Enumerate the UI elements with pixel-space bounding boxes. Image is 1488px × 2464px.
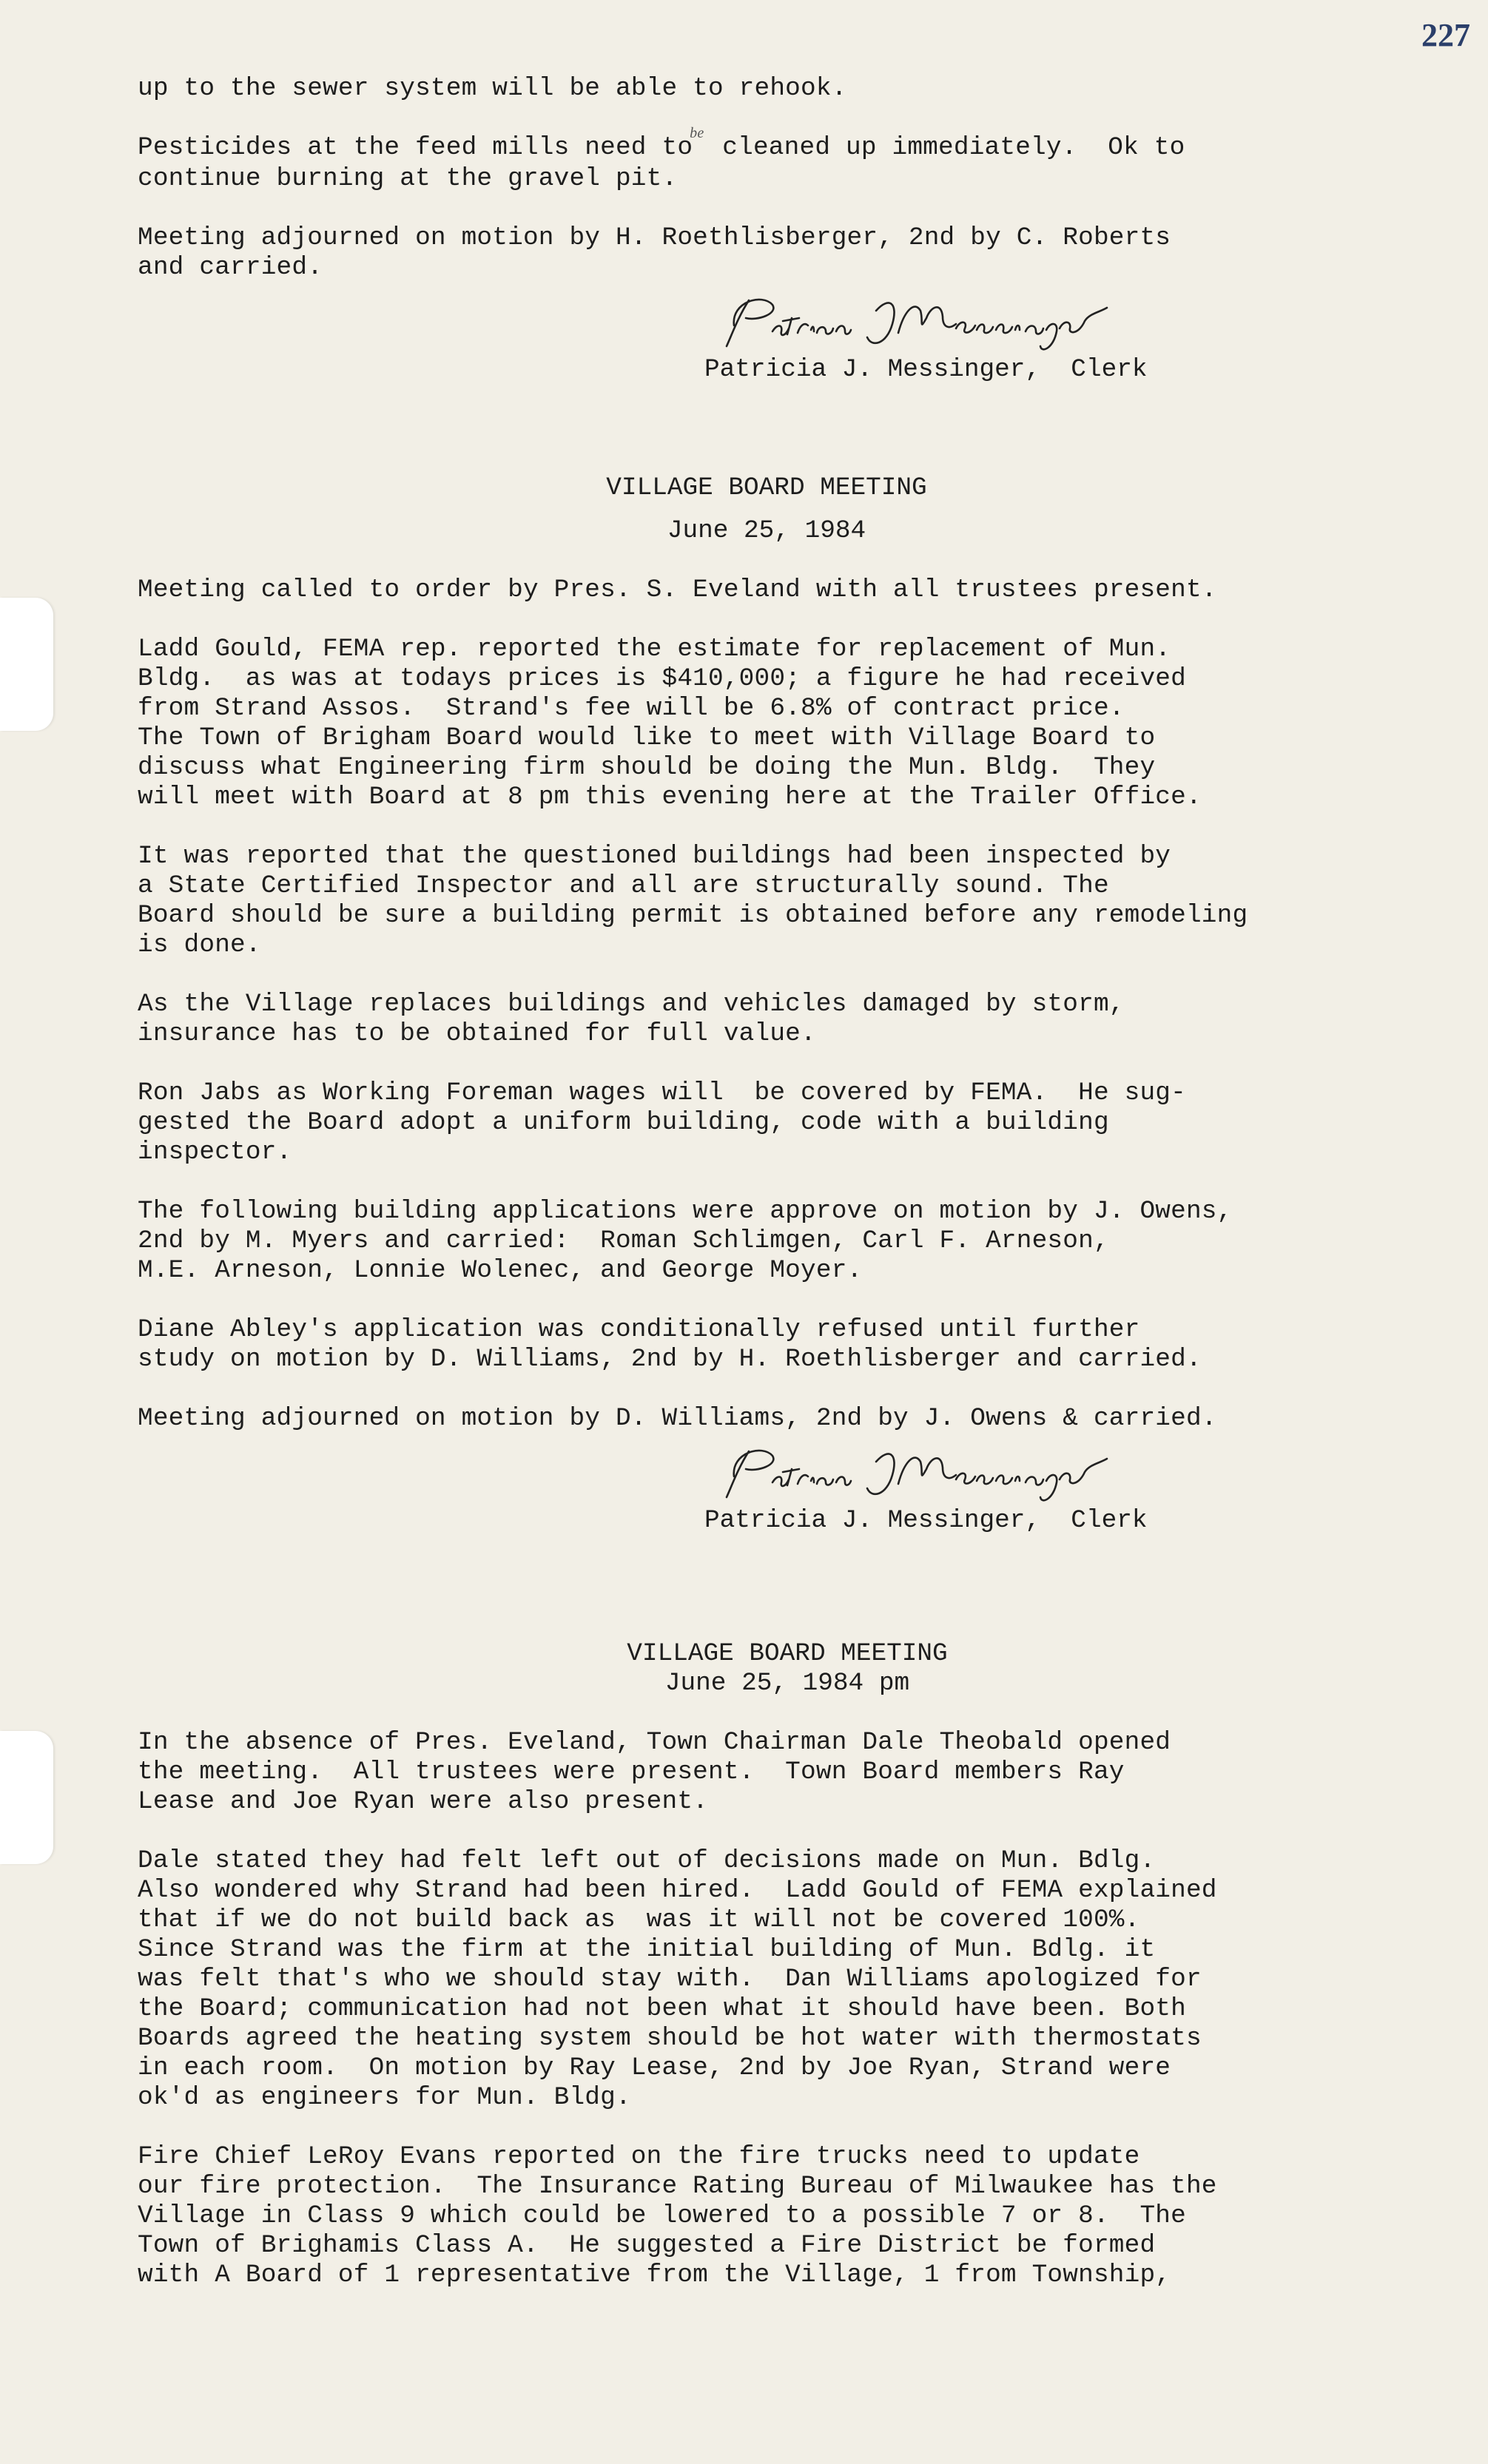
text-line: inspector.: [138, 1138, 292, 1167]
text-line: Pesticides at the feed mills need $to^{be}$ cleaned up immediately. Ok to: [138, 125, 1185, 162]
text-line: Lease and Joe Ryan were also present.: [138, 1787, 708, 1816]
text-line: The following building applications were approve on motion by J. Owens,: [138, 1197, 1233, 1226]
text-line: the meeting. All trustees were present. Town Board members Ray: [138, 1758, 1125, 1786]
meeting-title: VILLAGE BOARD MEETING: [627, 1639, 948, 1668]
text-line: our fire protection. The Insurance Rating Bureau of Milwaukee has the: [138, 2172, 1217, 2201]
meeting-date: June 25, 1984: [667, 516, 866, 545]
text-line: 2nd by M. Myers and carried: Roman Schlimgen, Carl F. Arneson,: [138, 1226, 1109, 1255]
handwritten-insert: be: [690, 125, 704, 141]
paragraph: [138, 1197, 1440, 1286]
text-line: study on motion by D. Williams, 2nd by H. Roethlisberger and carried.: [138, 1345, 1202, 1374]
page-number: 227: [1421, 17, 1470, 53]
paragraph: [138, 990, 1440, 1049]
paragraph: [138, 635, 1440, 812]
text-line: Ron Jabs as Working Foreman wages will be covered by FEMA. He sug-: [138, 1079, 1186, 1107]
paragraph: [138, 1079, 1440, 1167]
text-line: was felt that's who we should stay with. Dan Williams apologized for: [138, 1965, 1202, 1994]
text-line: Boards agreed the heating system should be hot water with thermostats: [138, 2024, 1202, 2053]
paragraph: [138, 125, 1440, 194]
text-line: As the Village replaces buildings and vehicles damaged by storm,: [138, 990, 1125, 1019]
signature-block: [704, 288, 1440, 385]
paragraph: [138, 576, 1440, 605]
text-line: Ladd Gould, FEMA rep. reported the estimate for replacement of Mun.: [138, 635, 1171, 664]
text-line: from Strand Assos. Strand's fee will be 6.8% of contract price.: [138, 694, 1125, 723]
text-line: Meeting adjourned on motion by H. Roethlisberger, 2nd by C. Roberts: [138, 223, 1171, 252]
text-line: Meeting called to order by Pres. S. Eveland with all trustees present.: [138, 576, 1217, 604]
signer-name: Patricia J. Messinger, Clerk: [704, 1506, 1148, 1535]
text-line: Diane Abley's application was conditionally refused until further: [138, 1315, 1140, 1344]
text-line: with A Board of 1 representative from the Village, 1 from Township,: [138, 2261, 1171, 2289]
paragraph: [138, 1404, 1440, 1434]
paragraph: [138, 2142, 1440, 2290]
meeting-title: VILLAGE BOARD MEETING: [606, 473, 927, 502]
signer-name: Patricia J. Messinger, Clerk: [704, 355, 1148, 384]
text-line: and carried.: [138, 253, 323, 282]
handwritten-signature: [704, 1439, 1237, 1508]
text-line: that if we do not build back as was it will not be covered 100%.: [138, 1906, 1140, 1934]
punch-hole-bottom: [0, 1731, 53, 1864]
text-line: discuss what Engineering firm should be doing the Mun. Bldg. They: [138, 753, 1156, 782]
text-line: Also wondered why Strand had been hired. Ladd Gould of FEMA explained: [138, 1876, 1217, 1905]
paragraph: [138, 74, 1440, 104]
paragraph: [138, 1315, 1440, 1374]
text-line: is done.: [138, 931, 261, 959]
text-line: The Town of Brigham Board would like to meet with Village Board to: [138, 723, 1156, 752]
text-line: Fire Chief LeRoy Evans reported on the fire trucks need to update: [138, 2142, 1140, 2171]
text-line: continue burning at the gravel pit.: [138, 164, 678, 193]
handwritten-signature: [704, 288, 1237, 357]
text-line: It was reported that the questioned buildings had been inspected by: [138, 842, 1171, 871]
paragraph: [138, 223, 1440, 283]
paragraph: [138, 1846, 1440, 2113]
paragraph: [138, 842, 1440, 960]
text-line: Village in Class 9 which could be lowered to a possible 7 or 8. The: [138, 2201, 1186, 2230]
text-line: Dale stated they had felt left out of decisions made on Mun. Bdlg.: [138, 1846, 1156, 1875]
paragraph: [138, 1728, 1440, 1817]
text-line: the Board; communication had not been what it should have been. Both: [138, 1994, 1186, 2023]
text-line: ok'd as engineers for Mun. Bldg.: [138, 2083, 631, 2112]
text-line: M.E. Arneson, Lonnie Wolenec, and George Moyer.: [138, 1256, 863, 1285]
text-line: in each room. On motion by Ray Lease, 2nd by Joe Ryan, Strand were: [138, 2053, 1171, 2082]
text-line: up to the sewer system will be able to rehook.: [138, 74, 847, 103]
signature-block: [704, 1439, 1440, 1536]
meeting-date: June 25, 1984 pm: [664, 1669, 910, 1698]
text-line: Town of Brighamis Class A. He suggested a Fire District be formed: [138, 2231, 1156, 2260]
text-line: Since Strand was the firm at the initial building of Mun. Bdlg. it: [138, 1935, 1156, 1964]
text-line: a State Certified Inspector and all are structurally sound. The: [138, 871, 1109, 900]
text-line: will meet with Board at 8 pm this evening here at the Trailer Office.: [138, 783, 1202, 811]
text-line: gested the Board adopt a uniform building, code with a building: [138, 1108, 1109, 1137]
text-line: Board should be sure a building permit is obtained before any remodeling: [138, 901, 1248, 930]
punch-hole-top: [0, 598, 53, 731]
text-line: insurance has to be obtained for full value.: [138, 1019, 816, 1048]
text-line: In the absence of Pres. Eveland, Town Chairman Dale Theobald opened: [138, 1728, 1171, 1757]
text-line: Bldg. as was at todays prices is $410,000; a figure he had received: [138, 664, 1186, 693]
document-page: [138, 74, 1440, 2320]
text-line: Meeting adjourned on motion by D. Williams, 2nd by J. Owens & carried.: [138, 1404, 1217, 1433]
